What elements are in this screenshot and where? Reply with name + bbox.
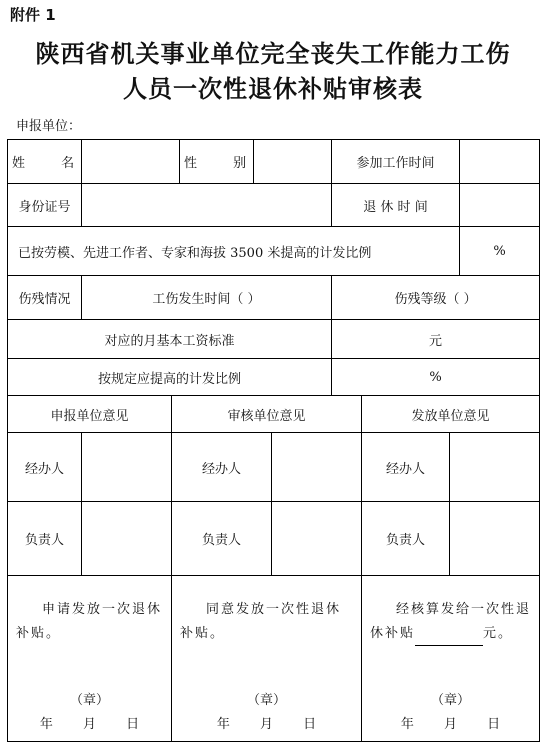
report-unit-label: 申报单位： bbox=[16, 119, 82, 134]
applicant-seal: （章） bbox=[70, 693, 110, 708]
leader-field-3[interactable] bbox=[450, 502, 540, 576]
leader-label-3: 负责人 bbox=[362, 502, 450, 576]
retire-field[interactable] bbox=[460, 184, 540, 227]
injury-time-field[interactable]: 工伤发生时间（ ） bbox=[82, 276, 332, 320]
id-field[interactable] bbox=[82, 184, 332, 227]
table-row bbox=[8, 502, 540, 576]
form-title-line-2: 人员一次性退休补贴审核表 bbox=[123, 75, 423, 103]
leader-label-2: 负责人 bbox=[172, 502, 272, 576]
wage-label: 对应的月基本工资标准 bbox=[8, 320, 332, 359]
reviewer-date: 年 月 日 bbox=[216, 717, 317, 732]
annex-label: 附件 1 bbox=[10, 6, 56, 24]
disability-label: 伤残情况 bbox=[8, 276, 82, 320]
reviewer-opinion-text: 同意发放一次性退休补贴。 bbox=[180, 602, 342, 641]
applicant-opinion-cell[interactable] bbox=[8, 576, 172, 742]
issuer-text-b: 元。 bbox=[483, 626, 514, 641]
leader-field-1[interactable] bbox=[82, 502, 172, 576]
amount-blank[interactable] bbox=[415, 631, 483, 646]
gender-field[interactable] bbox=[254, 140, 332, 184]
subsidy-review-table bbox=[7, 139, 540, 396]
disability-grade-field[interactable]: 伤残等级（ ） bbox=[332, 276, 540, 320]
ratio-percent[interactable]: % bbox=[460, 227, 540, 276]
raise-label: 按规定应提高的计发比例 bbox=[8, 359, 332, 396]
wage-field[interactable]: 元 bbox=[332, 320, 540, 359]
raise-field[interactable]: % bbox=[332, 359, 540, 396]
applicant-date: 年 月 日 bbox=[39, 717, 140, 732]
reviewer-seal: （章） bbox=[247, 693, 287, 708]
leader-label-1: 负责人 bbox=[8, 502, 82, 576]
leader-field-2[interactable] bbox=[272, 502, 362, 576]
applicant-opinion-text: 申请发放一次退休补贴。 bbox=[16, 602, 163, 641]
table-row bbox=[8, 276, 540, 320]
work-start-label: 参加工作时间 bbox=[332, 140, 460, 184]
reviewer-opinion-cell[interactable] bbox=[172, 576, 362, 742]
applicant-opinion-header: 申报单位意见 bbox=[8, 396, 172, 433]
table-row bbox=[8, 320, 540, 359]
issuer-text-a: 经核算发给一次性退休补贴 bbox=[370, 602, 532, 641]
table-row bbox=[8, 576, 540, 742]
handler-field-1[interactable] bbox=[82, 433, 172, 502]
table-row bbox=[8, 140, 540, 184]
ratio-label: 已按劳模、先进工作者、专家和海拔 3500 米提高的计发比例 bbox=[8, 227, 460, 276]
issuer-opinion-text bbox=[370, 598, 531, 646]
handler-label-2: 经办人 bbox=[172, 433, 272, 502]
issuer-opinion-cell[interactable] bbox=[362, 576, 540, 742]
table-row bbox=[8, 359, 540, 396]
name-field[interactable] bbox=[82, 140, 180, 184]
handler-field-3[interactable] bbox=[450, 433, 540, 502]
table-row bbox=[8, 184, 540, 227]
issuer-opinion-header: 发放单位意见 bbox=[362, 396, 540, 433]
id-label: 身份证号 bbox=[8, 184, 82, 227]
handler-label-3: 经办人 bbox=[362, 433, 450, 502]
work-start-field[interactable] bbox=[460, 140, 540, 184]
issuer-date: 年 月 日 bbox=[400, 717, 501, 732]
opinion-table bbox=[7, 395, 540, 742]
name-label: 姓 名 bbox=[8, 140, 82, 184]
handler-label-1: 经办人 bbox=[8, 433, 82, 502]
handler-field-2[interactable] bbox=[272, 433, 362, 502]
reviewer-opinion-header: 审核单位意见 bbox=[172, 396, 362, 433]
issuer-seal: （章） bbox=[431, 693, 471, 708]
gender-label: 性 别 bbox=[180, 140, 254, 184]
retire-label: 退 休 时 间 bbox=[332, 184, 460, 227]
table-row bbox=[8, 433, 540, 502]
table-row bbox=[8, 396, 540, 433]
form-title-line-1: 陕西省机关事业单位完全丧失工作能力工伤 bbox=[35, 40, 511, 68]
table-row bbox=[8, 227, 540, 276]
